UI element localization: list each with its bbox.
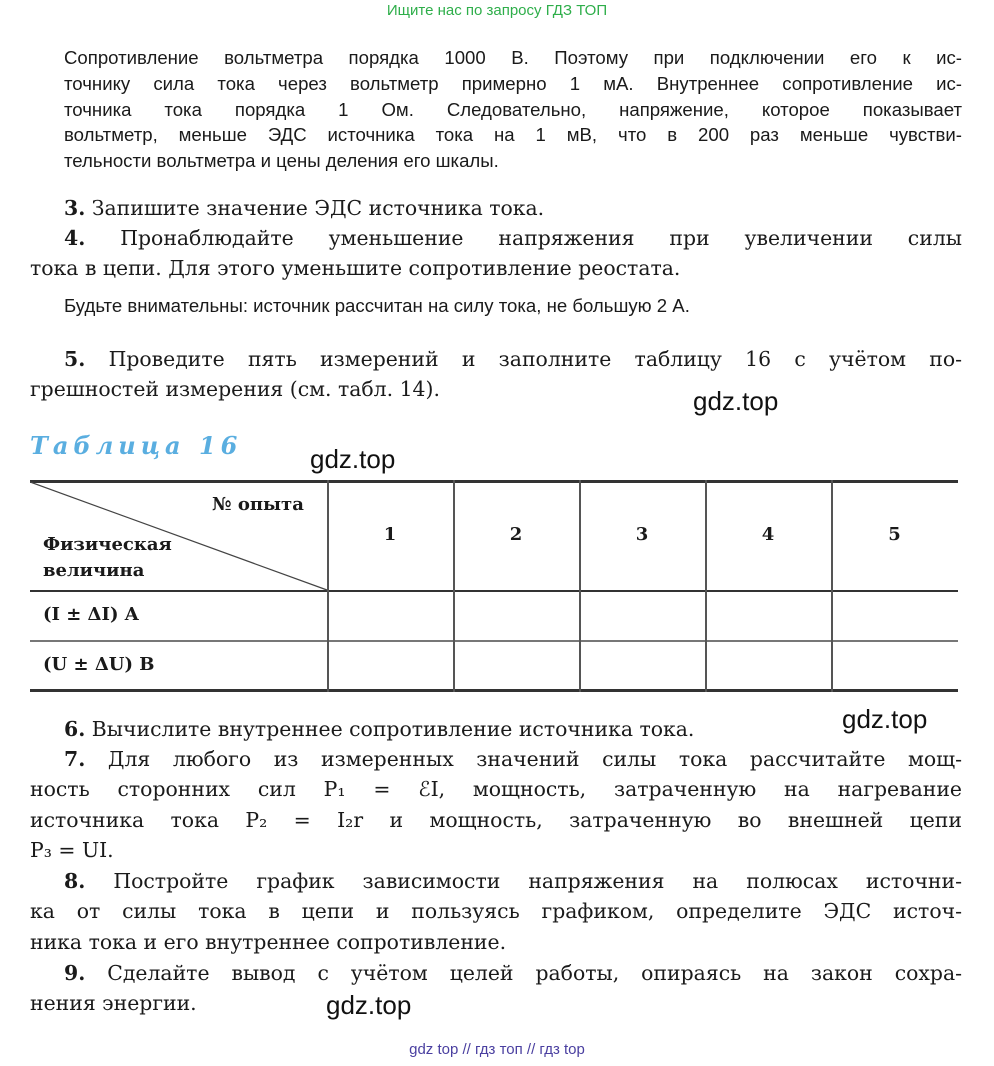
step-number: 5. — [64, 347, 86, 371]
step-text: Вычислите внутреннее сопротивление источника тока. — [91, 717, 695, 741]
step-text: Пронаблюдайте уменьшение напряжения при увеличении силы — [120, 226, 963, 250]
row-label-voltage: (U ± ΔU) B — [43, 654, 155, 675]
step-text: Запишите значение ЭДС источника тока. — [91, 196, 545, 220]
intro-line: точнику сила тока через вольтметр примерно 1 мА. Внутреннее сопротивление ис- — [64, 72, 962, 94]
column-divider — [579, 480, 581, 692]
table-bottom-rule — [30, 689, 958, 692]
intro-paragraph — [64, 45, 962, 174]
step-4 — [64, 223, 962, 254]
corner-label-quantity: Физическая — [43, 534, 172, 555]
step-text: грешностей измерения (см. табл. 14). — [30, 377, 440, 401]
step-text: P₃ = UI. — [30, 838, 114, 862]
step-number: 8. — [64, 869, 86, 893]
footer-links[interactable]: gdz top // гдз топ // гдз top — [409, 1041, 585, 1058]
step-4-cont — [30, 253, 962, 284]
column-header: 5 — [888, 524, 901, 545]
column-divider — [705, 480, 707, 692]
watermark: gdz.top — [693, 386, 779, 416]
step-text: ность сторонних сил P₁ = ℰI, мощность, затраченную на нагревание — [30, 777, 962, 801]
step-text: Для любого из измеренных значений силы тока рассчитайте мощ- — [107, 747, 962, 771]
corner-label-quantity: величина — [43, 560, 145, 581]
step-number: 6. — [64, 717, 86, 741]
table-row-rule — [30, 640, 958, 642]
step-8 — [64, 866, 962, 897]
row-label-current: (I ± ΔI) A — [43, 604, 139, 625]
measurement-table — [30, 480, 958, 692]
step-text: тока в цепи. Для этого уменьшите сопротивление реостата. — [30, 256, 681, 280]
step-number: 9. — [64, 961, 86, 985]
step-text: ника тока и его внутреннее сопротивление. — [30, 929, 507, 954]
step-number: 4. — [64, 226, 86, 250]
step-5 — [64, 344, 962, 375]
table-caption: Таблица 16 — [30, 431, 243, 460]
step-8-cont — [30, 896, 962, 957]
watermark: gdz.top — [326, 990, 412, 1020]
step-number: 7. — [64, 747, 86, 771]
intro-line: точника тока порядка 1 Ом. Следовательно, напряжение, которое показывает — [64, 98, 962, 120]
step-6 — [64, 714, 844, 745]
step-5-cont — [30, 374, 962, 405]
step-text: источника тока P₂ = I₂r и мощность, затраченную во внешней цепи — [30, 807, 962, 832]
step-text: ка от силы тока в цепи и пользуясь графиком, определите ЭДС источ- — [30, 899, 962, 923]
column-divider — [453, 480, 455, 692]
step-text: Постройте график зависимости напряжения на полюсах источни- — [113, 869, 962, 893]
column-header: 1 — [383, 524, 397, 545]
column-header: 3 — [635, 524, 649, 545]
intro-line: вольтметр, меньше ЭДС источника тока на 1 мВ, что в 200 раз меньше чувстви- — [64, 124, 962, 146]
step-9-cont — [30, 988, 962, 1019]
intro-line: Сопротивление вольтметра порядка 1000 В. Поэтому при подключении его к ис- — [64, 47, 962, 68]
watermark: gdz.top — [842, 704, 928, 734]
corner-label-experiment: № опыта — [212, 494, 304, 515]
column-header: 4 — [761, 524, 775, 545]
note: Будьте внимательны: источник рассчитан на силу тока, не большую 2 А. — [64, 295, 690, 316]
watermark: gdz.top — [310, 444, 396, 474]
step-text: Сделайте вывод с учётом целей работы, опираясь на закон сохра- — [107, 961, 962, 985]
step-text: нения энергии. — [30, 991, 197, 1015]
column-header: 2 — [509, 524, 523, 545]
step-text: Проведите пять измерений и заполните таблицу 16 с учётом по- — [108, 347, 963, 371]
step-9 — [64, 958, 962, 989]
column-divider — [831, 480, 833, 692]
top-banner: Ищите нас по запросу ГДЗ ТОП — [386, 2, 608, 19]
step-7-cont — [30, 774, 962, 866]
step-3 — [64, 193, 962, 224]
intro-line: тельности вольтметра и цены деления его шкалы. — [64, 150, 499, 172]
step-7 — [64, 744, 962, 775]
step-number: 3. — [64, 196, 86, 220]
